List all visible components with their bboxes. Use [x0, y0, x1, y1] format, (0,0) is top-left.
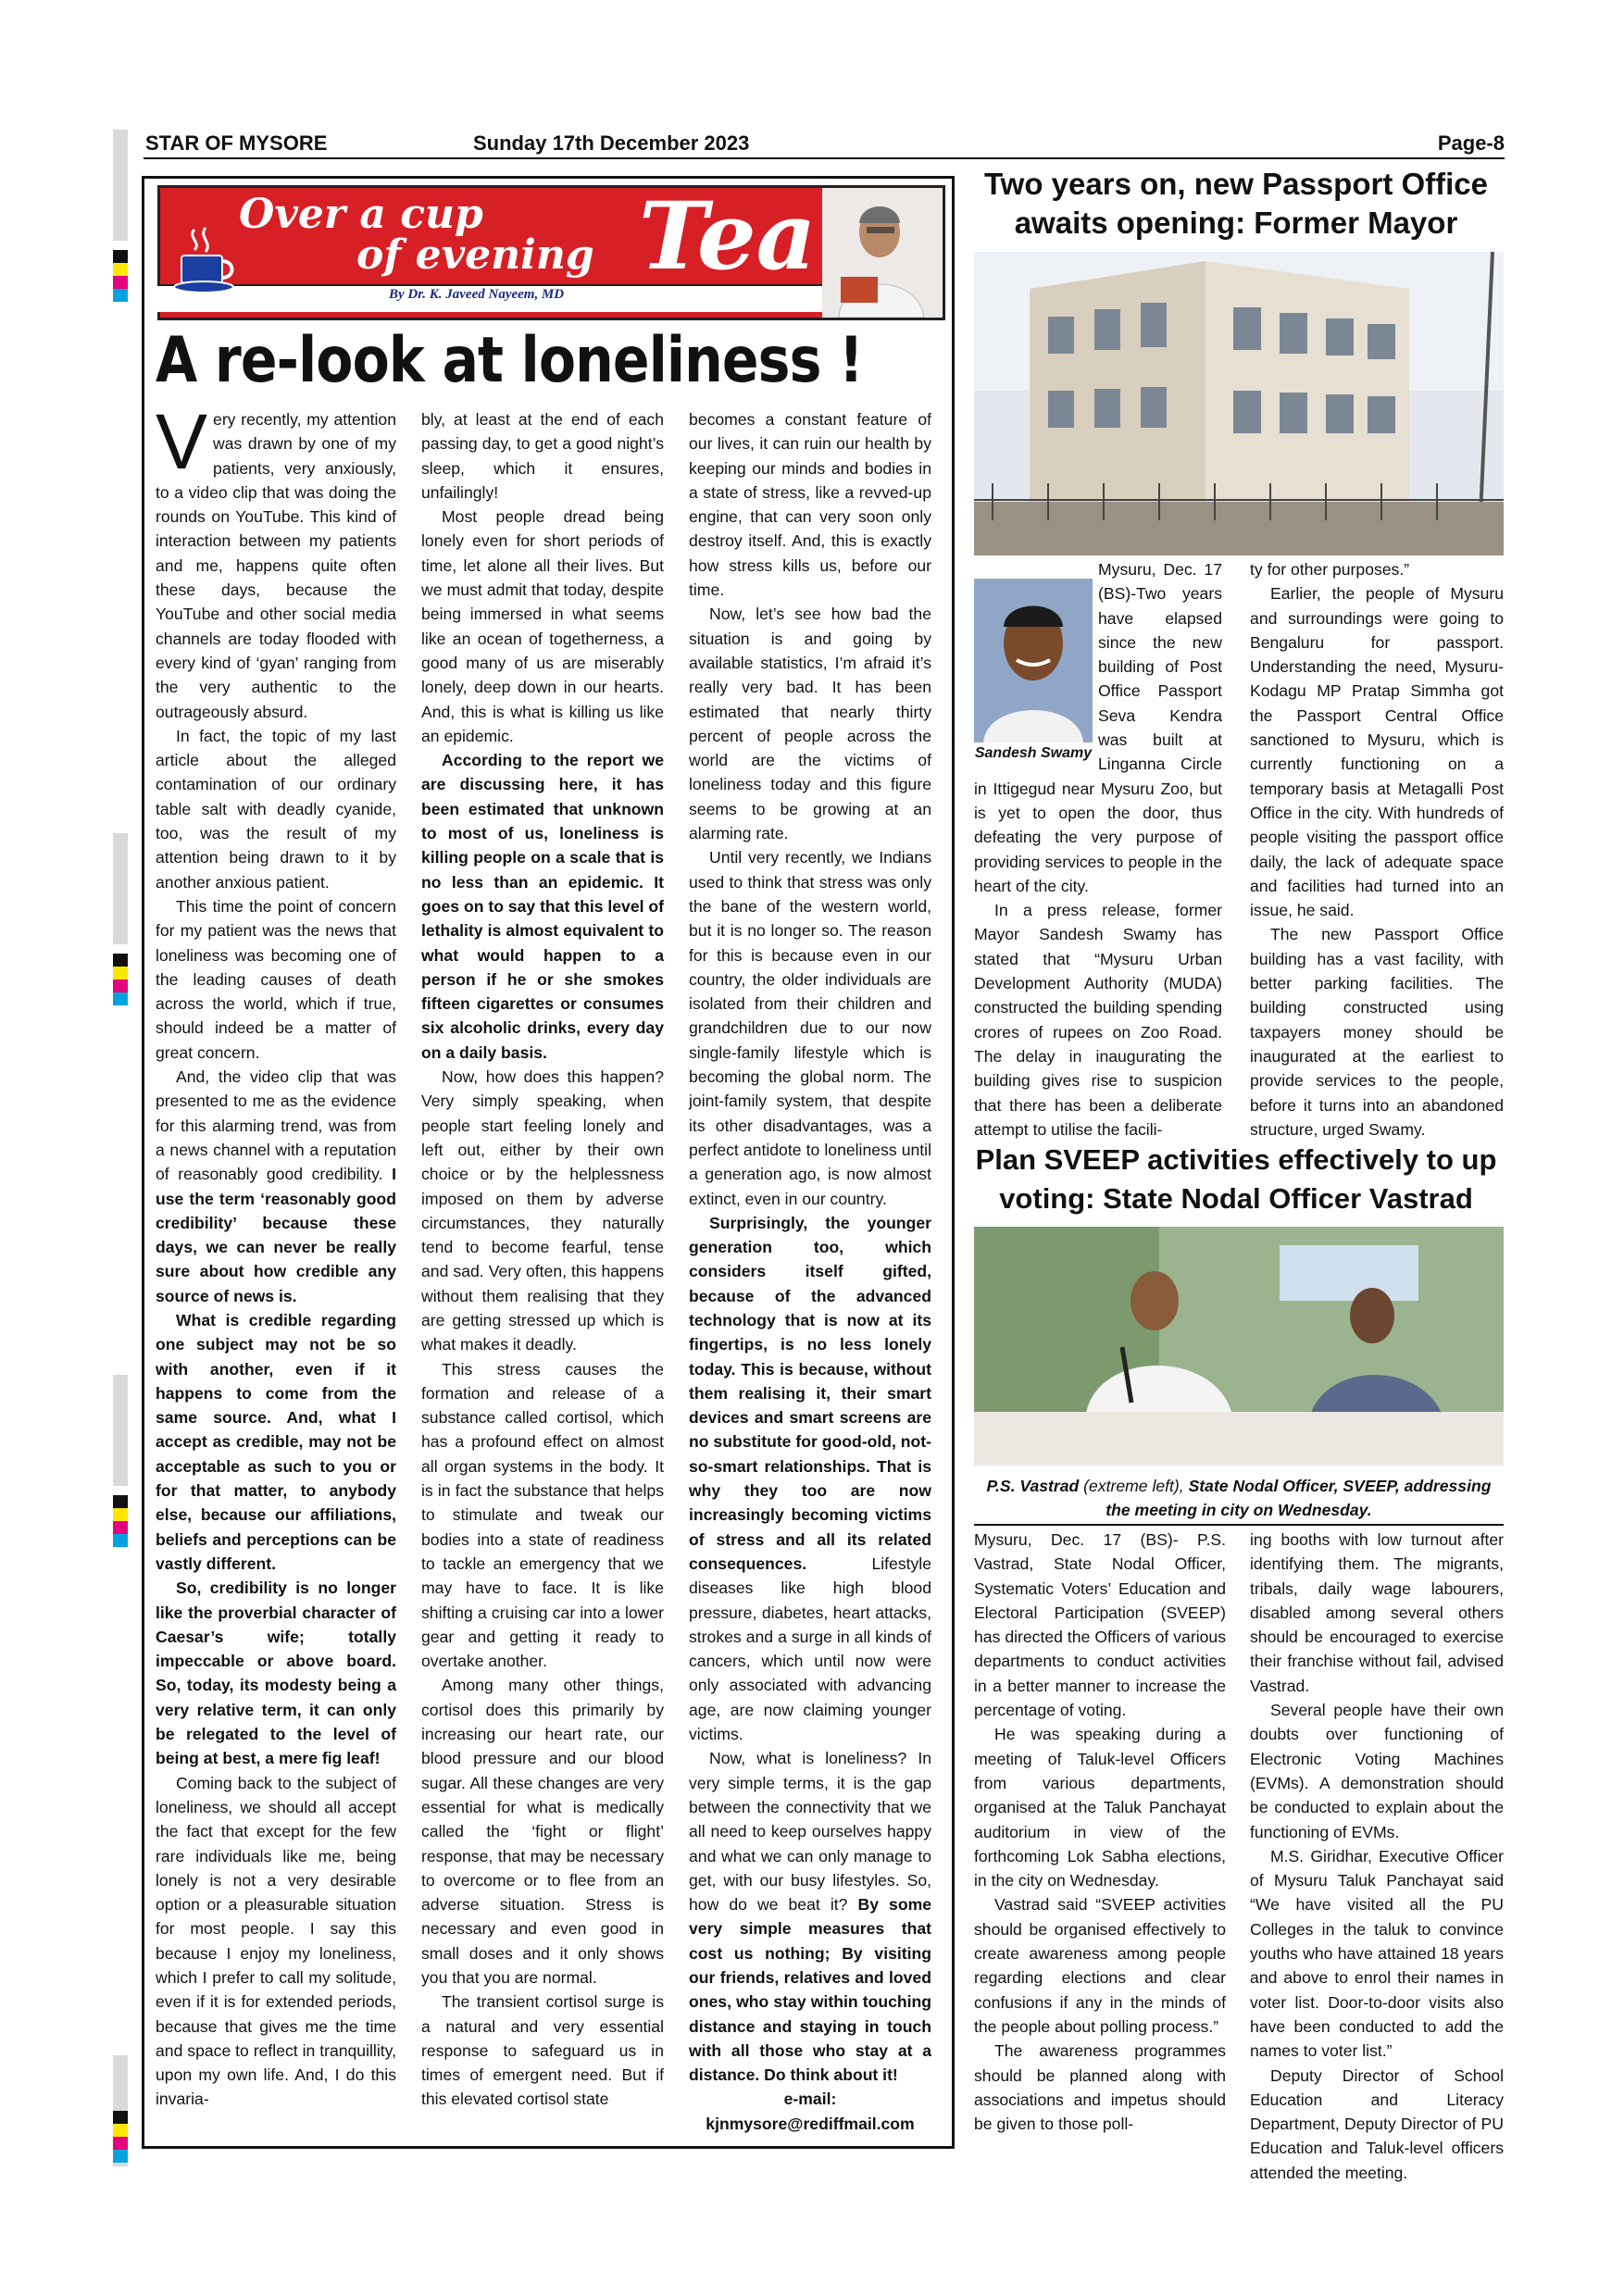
newspaper-name: STAR OF MYSORE: [145, 131, 328, 155]
issue-date: Sunday 17th December 2023: [473, 131, 750, 155]
article-paragraph: Earlier, the people of Mysuru and surroundings were going to Bengaluru for passport. Understanding the need, Mysuru-Kodagu MP Pratap Simmha got the Passport Central Office sanctioned to Mysuru, which is currently functioning on a temporary basis at Metagalli Post Office in the city. With hundreds of people visiting the passport office daily, the lack of adequate space and facilities had turned into an issue, he said.: [1250, 584, 1504, 920]
banner-line-2: of evening: [356, 231, 594, 279]
article-paragraph: Now, let’s see how bad the situation is and going by available statistics, I’m afraid it’s really very bad. It has been estimated that nearly thirty percent of people across the world are the victims of loneliness today and this figure seems to be growing at an alarming rate.: [689, 605, 931, 843]
article-paragraph: The awareness programmes should be planned along with associations and impetus should be given to those poll-: [974, 2041, 1226, 2134]
sveep-column-1: [974, 1528, 1226, 2136]
page-number: Page-8: [1437, 131, 1505, 155]
article-paragraph: Coming back to the subject of loneliness, we should all accept the fact that except for the few rare individuals like me, being lonely is not a very desirable option or a pleasurable situation for most people. I say this because I enjoy my loneliness, which I prefer to call my solitude, even if it is for extended periods, because that gives me the time and space to reflect in tranquillity, upon my own life. And, I do this invaria-: [156, 1773, 396, 2109]
article-column-2: [421, 407, 664, 2112]
article-paragraph: becomes a constant feature of our lives, it can ruin our health by keeping our minds and bodies in a state of stress, like a revved-up engine, that can very soon only destroy itself. And, this is exactly how stress kills us, before our time.: [689, 410, 931, 600]
article-column-3: [689, 407, 931, 2136]
article-column-1: [156, 398, 396, 2112]
article-paragraph: So, credibility is no longer like the proverbial character of Caesar’s wife; totally impeccable or above board. So, today, its modesty being a very relative term, it can only be relegated to the level of being at best, a mere fig leaf!: [156, 1578, 396, 1768]
article-paragraph: Mysuru, Dec. 17 (BS)- P.S. Vastrad, State Nodal Officer, Systematic Voters’ Education and Electoral Participation (SVEEP) has directed the Officers of various departments to conduct activities in a better manner to increase the percentage of voting.: [974, 1530, 1226, 1720]
banner-tea-word: Tea: [639, 181, 817, 291]
passport-headline: Two years on, new Passport Office awaits opening: Former Mayor: [983, 167, 1489, 240]
article-paragraph: M.S. Giridhar, Executive Officer of Mysuru Taluk Panchayat said “We have visited all the PU Colleges in the taluk to convince youths who have attained 18 years and above to enrol their names in voter list. Door-to-door visits also have been conducted to add the names to voter list.”: [1250, 1846, 1504, 2061]
email-label: e-mail:: [783, 2090, 837, 2109]
article-paragraph: Most people dread being lonely even for short periods of time, let alone all their lives. But we must admit that today, despite being immersed in what seems like an ocean of togetherness, a good many of us are miserably lonely, deep down in our hearts. And, this is what is killing us like an epidemic.: [421, 507, 664, 745]
article-paragraph: ty for other purposes.”: [1250, 560, 1410, 579]
page-header: [144, 130, 1505, 159]
article-paragraph: Until very recently, we Indians used to think that stress was only the bane of the western world, but it is no longer so. The reason for this is because even in our country, the older individuals are isolated from their children and grandchildren due to our now single-family lifestyle which is becoming the global norm. The joint-family system, that despite its other disadvantages, was a perfect antidote to loneliness until a generation ago, is now almost extinct, even in our country.: [689, 848, 931, 1208]
sveep-column-2: [1250, 1528, 1504, 2185]
article-paragraph: According to the report we are discussing here, it has been estimated that unknown to most of us, loneliness is killing people on a scale that is no less than an epidemic. It goes on to say that this level of lethality is almost equivalent to what would happen to a person if he or she smokes fifteen cigarettes or consumes six alcoholic drinks, every day on a daily basis.: [421, 751, 664, 1062]
article-paragraph: This stress causes the formation and release of a substance called cortisol, which has a profound effect on almost all organ systems in the body. It is in fact the substance that helps to stimulate and tweak our bodies into a state of readiness to tackle an emergency that we may have to face. It is like shifting a cruising car into a lower gear and getting it ready to overtake another.: [421, 1359, 664, 1671]
article-paragraph: What is credible regarding one subject may not be so with another, even if it happens to come from the same source. And, what I accept as credible, may not be acceptable as such to you or for that matter, to anybody else, because our affiliations, beliefs and perceptions can be vastly different.: [156, 1310, 396, 1573]
article-paragraph: Deputy Director of School Education and Literacy Department, Deputy Director of PU Education and Taluk-level officers attended the meeting.: [1250, 2065, 1504, 2182]
article-paragraph: Now, what is loneliness? In very simple terms, it is the gap between the connectivity that we all need to keep ourselves happy and what we can only manage to get, with our busy lifestyles. So, how do we beat it? By some very simple measures that cost us nothing; By visiting our friends, relatives and loved ones, who stay within touching distance and staying in touch with all those who stay at a distance. Do think about it!: [689, 1749, 932, 2085]
article-paragraph: ing booths with low turnout after identifying them. The migrants, tribals, daily wage labourers, disabled among several others should be encouraged to exercise their franchise without fail, advised Vastrad.: [1250, 1530, 1504, 1695]
inset-photo-caption: Sandesh Swamy: [974, 742, 1093, 765]
article-paragraph: This time the point of concern for my patient was the news that loneliness was becoming one of the leading causes of death across the world, which if true, should indeed be a matter of great concern.: [156, 896, 396, 1062]
banner-line-1: Over a cup: [239, 191, 483, 238]
registration-strip: [113, 130, 128, 2296]
article-headline: A re-look at loneliness !: [156, 324, 863, 397]
sveep-headline: Plan SVEEP activities effectively to up voting: State Nodal Officer Vastrad: [975, 1143, 1497, 1215]
passport-column-2: [1250, 557, 1504, 1142]
article-paragraph: Several people have their own doubts over functioning of Electronic Voting Machines (EVMs). A demonstration should be conducted to explain about the functioning of EVMs.: [1250, 1701, 1504, 1841]
sveep-photo-caption: P.S. Vastrad (extreme left), State Nodal Officer, SVEEP, addressing the meeting in city on Wednesday.: [974, 1474, 1504, 1526]
drop-cap: V: [156, 398, 208, 485]
article-paragraph: He was speaking during a meeting of Taluk-level Officers from various departments, organised at the Taluk Panchayat auditorium in view of the forthcoming Lok Sabha elections, in the city on Wednesday.: [974, 1725, 1226, 1890]
article-paragraph: Very recently, my attention was drawn by one of my patients, very anxiously, to a video clip that was doing the rounds on YouTube. This kind of interaction between my patients and me, happens quite often these days, because the YouTube and other social media channels are today flooded with every kind of ‘gyan’ ranging from the very authentic to the outrageously absurd.: [156, 398, 396, 721]
article-paragraph: In a press release, former Mayor Sandesh Swamy has stated that “Mysuru Urban Development Authority (MUDA) constructed the building spending crores of rupees on Zoo Road. The delay in inaugurating the building gives rise to suspicion that there has been a deliberate attempt to utilise the facili-: [974, 901, 1222, 1139]
sveep-meeting-photo: [974, 1227, 1504, 1466]
article-paragraph: The transient cortisol surge is a natural and very essential response to safeguard us in times of emergent need. But if this elevated cortisol state: [421, 1992, 664, 2109]
article-paragraph: Vastrad said “SVEEP activities should be organised effectively to create awareness among people regarding elections and clear confusions if any in the minds of the people about polling process.”: [974, 1895, 1226, 2036]
author-photo: [822, 185, 945, 320]
article-paragraph: The new Passport Office building has a vast facility, with better parking facilities. The building constructed using taxpayers money should be inaugurated at the earliest to provide services to the people, before it turns into an abandoned structure, urged Swamy.: [1250, 925, 1504, 1139]
teacup-icon: [174, 226, 248, 305]
article-paragraph: Surprisingly, the younger generation too, which considers itself gifted, because of the advanced technology that is now at its fingertips, is no less lonely today. This is because, without them realising it, their smart devices and smart screens are no substitute for good-old, not-so-smart relationships. That is why they too are now increasingly becoming victims of stress and all its related consequences. Lifestyle diseases like high blood pressure, diabetes, heart attacks, strokes and a surge in all kinds of cancers, which until now were only associated with advancing age, are now claiming younger victims.: [689, 1213, 931, 1744]
passport-column-1: [974, 557, 1222, 1142]
passport-office-photo: [974, 252, 1504, 555]
article-paragraph: Among many other things, cortisol does this primarily by increasing our heart rate, our blood pressure and our blood sugar. All these changes are very essential for what is medically called the ‘fight or flight’ response, that may be necessary to overcome or to flee from an adverse situation. Stress is necessary and even good in small doses and it only shows you that you are normal.: [421, 1676, 664, 1987]
article-paragraph: bly, at least at the end of each passing day, to get a good night’s sleep, which it ensures, unfailingly!: [421, 410, 664, 502]
article-paragraph: In fact, the topic of my last article about the alleged contamination of our ordinary table salt with deadly cyanide, too, was the result of my attention being drawn to it by another anxious patient.: [156, 726, 396, 892]
column-byline: By Dr. K. Javeed Nayeem, MD: [389, 287, 565, 302]
article-paragraph: Now, how does this happen? Very simply speaking, when people start feeling lonely and left out, either by their own choice or by the helplessness imposed on them by adverse circumstances, they naturally tend to become fearful, tense and sad. Very often, this happens without them realising that they are getting stressed up which is what makes it deadly.: [421, 1067, 664, 1354]
article-paragraph: And, the video clip that was presented to me as the evidence for this alarming trend, was from a news channel with a reputation of reasonably good credibility. I use the term ‘reasonably good credibility’ because these days, we can never be really sure about how credible any source of news is.: [156, 1067, 396, 1305]
article-paragraph: Mysuru, Dec. 17 (BS)-Two years have elapsed since the new building of Post Office Passport Seva Kendra was built at Linganna Circle in Ittigegud near Mysuru Zoo, but is yet to open the door, thus defeating the very purpose of providing services to people in the heart of the city.: [974, 560, 1222, 895]
author-email: kjnmysore@rediffmail.com: [706, 2114, 915, 2133]
